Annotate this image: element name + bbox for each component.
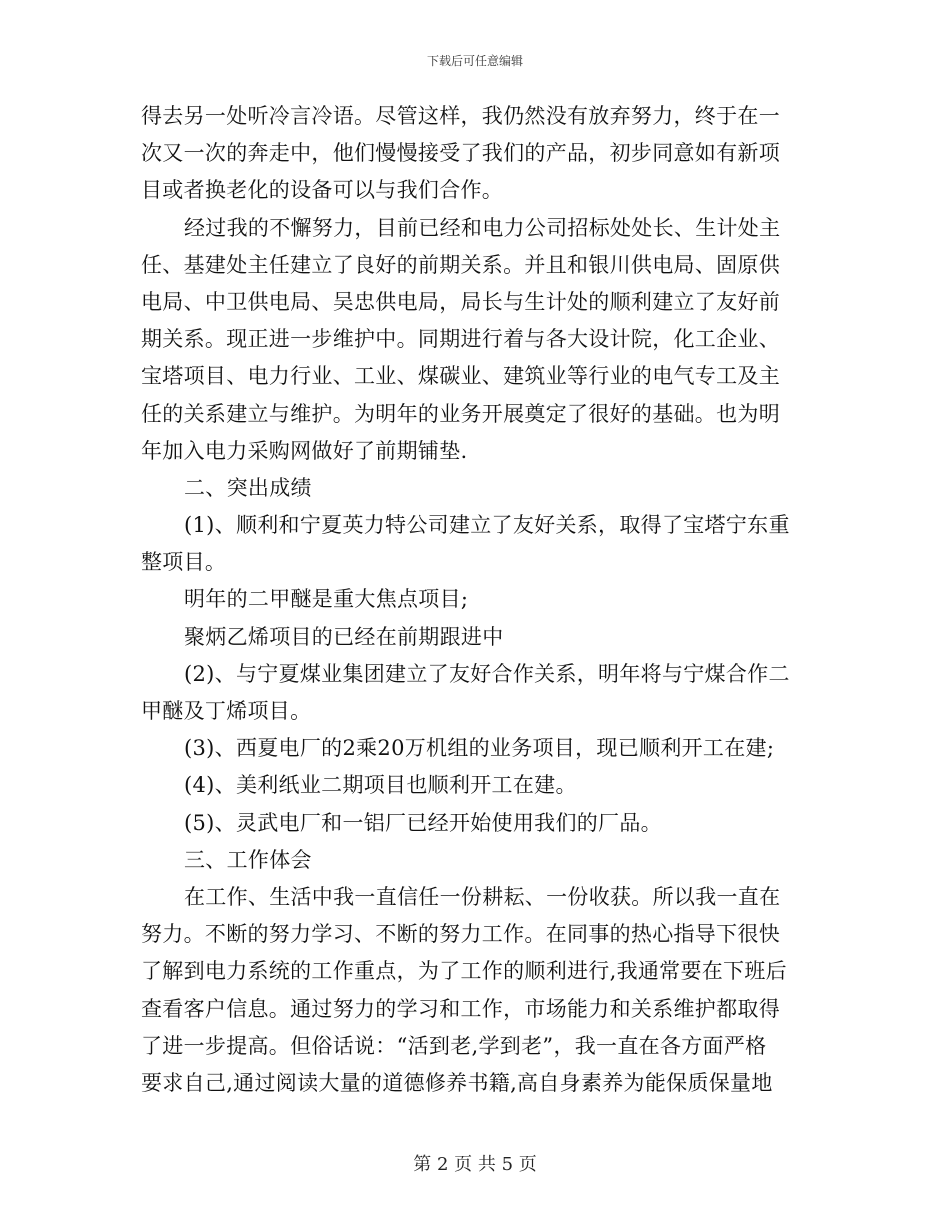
text-line: 年加入电力采购网做好了前期铺垫. <box>141 438 468 463</box>
text-line: (4)、美利纸业二期项目也顺利开工在建。 <box>184 773 577 798</box>
text-line: 电局、中卫供电局、吴忠供电局，局长与生计处的顺利建立了友好前 <box>141 289 780 314</box>
text-line: 聚炳乙烯项目的已经在前期跟进中 <box>184 624 504 649</box>
text-line: 了进一步提高。但俗话说：“活到老,学到老”，我一直在各方面严格 <box>141 1033 767 1058</box>
text-line: 三、工作体会 <box>184 847 312 872</box>
text-line: (1)、顺利和宁夏英力特公司建立了友好关系，取得了宝塔宁东重 <box>184 513 790 538</box>
text-line: 任的关系建立与维护。为明年的业务开展奠定了很好的基础。也为明 <box>141 401 780 426</box>
text-line: 整项目。 <box>141 550 227 575</box>
text-line: 期关系。现正进一步维护中。同期进行着与各大设计院，化工企业、 <box>141 327 780 352</box>
text-line: (3)、西夏电厂的2乘20万机组的业务项目，现已顺利开工在建; <box>184 736 775 761</box>
text-line: 甲醚及丁烯项目。 <box>141 699 312 723</box>
text-line: 了解到电力系统的工作重点，为了工作的顺利进行,我通常要在下班后 <box>141 959 787 984</box>
text-line: 努力。不断的努力学习、不断的努力工作。在同事的热心指导下很快 <box>141 922 780 947</box>
text-line: 二、突出成绩 <box>184 475 312 500</box>
text-line: 在工作、生活中我一直信任一份耕耘、一份收获。所以我一直在 <box>184 884 781 909</box>
text-line: (2)、与宁夏煤业集团建立了友好合作关系，明年将与宁煤合作二 <box>184 661 790 686</box>
page-header: 下载后可任意编辑 <box>426 54 523 68</box>
text-line: 经过我的不懈努力，目前已经和电力公司招标处处长、生计处主 <box>184 215 781 240</box>
text-line: 查看客户信息。通过努力的学习和工作，市场能力和关系维护都取得 <box>141 996 780 1021</box>
text-line: 明年的二甲醚是重大焦点项目; <box>184 587 469 612</box>
document-body <box>141 98 811 1102</box>
text-line: 要求自己,通过阅读大量的道德修养书籍,高自身素养为能保质保量地 <box>141 1070 773 1095</box>
text-line: (5)、灵武电厂和一铝厂已经开始使用我们的厂品。 <box>184 810 662 835</box>
text-line: 宝塔项目、电力行业、工业、煤碳业、建筑业等行业的电气专工及主 <box>141 364 780 389</box>
text-line: 任、基建处主任建立了良好的前期关系。并且和银川供电局、固原供 <box>141 252 780 277</box>
text-line: 得去另一处听冷言冷语。尽管这样，我仍然没有放弃努力，终于在一 <box>141 104 780 128</box>
text-line: 次又一次的奔走中，他们慢慢接受了我们的产品，初步同意如有新项 <box>141 141 780 166</box>
text-line: 目或者换老化的设备可以与我们合作。 <box>141 178 504 203</box>
page-footer: 第 2 页 共 5 页 <box>413 1154 537 1175</box>
